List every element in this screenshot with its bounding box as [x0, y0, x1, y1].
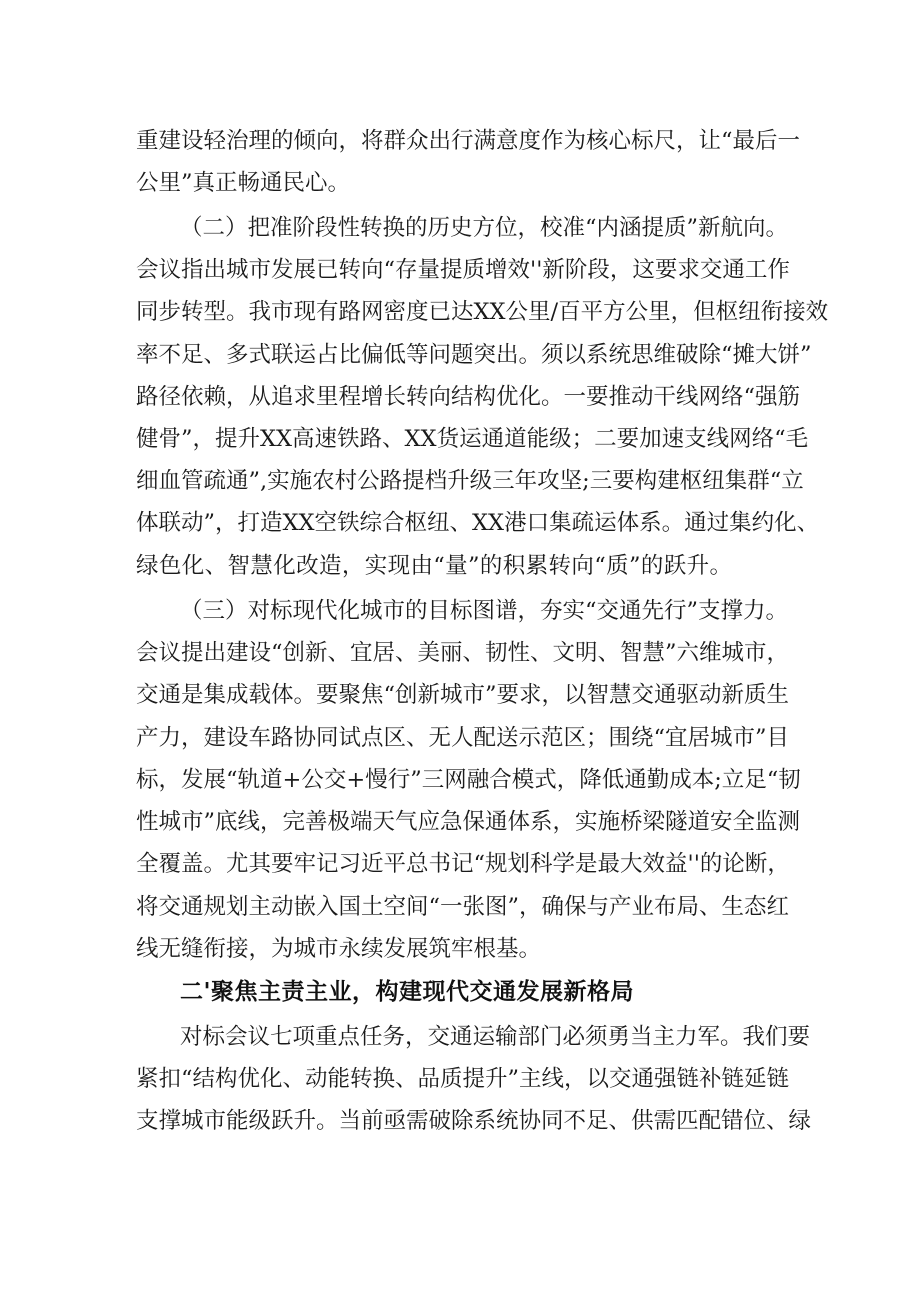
- body-line: 线无缝衔接，为城市永续发展筑牢根基。: [136, 936, 542, 962]
- body-line: 交通是集成载体。要聚焦“创新城市”要求，以智慧交通驱动新质生: [136, 682, 790, 708]
- body-line: 体联动”，打造XX空铁综合枢纽、XX港口集疏运体系。通过集约化、: [136, 510, 820, 536]
- body-line: 率不足、多式联运占比偏低等问题突出。须以系统思维破除“摊大饼”: [136, 342, 812, 368]
- body-line: 会议指出城市发展已转向“存量提质增效''新阶段，这要求交通工作: [136, 257, 790, 283]
- body-line: 紧扣“结构优化、动能转换、品质提升”主线，以交通强链补链延链: [136, 1066, 790, 1092]
- body-line: 标，发展“轨道+公交+慢行”三网融合模式，降低通勤成本;立足“韧: [136, 767, 801, 793]
- body-line: 细血管疏通”,实施农村公路提档升级三年攻坚;三要构建枢纽集群“立: [136, 468, 804, 494]
- section-subheading-line: （二）把准阶段性转换的历史方位，校准“内涵提质”新航向。: [180, 215, 789, 241]
- body-line: 将交通规划主动嵌入国土空间“一张图”，确保与产业布局、生态红: [136, 894, 790, 920]
- body-line: 路径依赖，从追求里程增长转向结构优化。一要推动干线网络“强筋: [136, 384, 801, 410]
- body-line: 对标会议七项重点任务，交通运输部门必须勇当主力军。我们要: [180, 1024, 811, 1050]
- body-line: 公里”真正畅通民心。: [136, 170, 351, 196]
- body-line: 重建设轻治理的倾向，将群众出行满意度作为核心标尺，让“最后一: [136, 128, 801, 154]
- body-line: 会议提出建设“创新、宜居、美丽、韧性、文明、智慧”六维城市，: [136, 640, 790, 666]
- section-heading: 二'聚焦主责主业，构建现代交通发展新格局: [180, 979, 635, 1005]
- body-line: 支撑城市能级跃升。当前亟需破除系统协同不足、供需匹配错位、绿: [136, 1108, 812, 1134]
- section-subheading-line: （三）对标现代化城市的目标图谱，夯实“交通先行”支撑力。: [180, 598, 789, 624]
- body-line: 健骨”，提升XX高速铁路、XX货运通道能级；二要加速支线网络“毛: [136, 426, 809, 452]
- body-line: 性城市”底线，完善极端天气应急保通体系，实施桥梁隧道安全监测: [136, 809, 801, 835]
- body-line: 产力，建设车路协同试点区、无人配送示范区；围绕“宜居城市”目: [136, 725, 790, 751]
- body-line: 全覆盖。尤其要牢记习近平总书记“规划科学是最大效益''的论断，: [136, 851, 790, 877]
- body-line: 绿色化、智慧化改造，实现由“量”的积累转向“质”的跃升。: [136, 553, 732, 579]
- body-line: 同步转型。我市现有路网密度已达XX公里/百平方公里，但枢纽衔接效: [136, 299, 829, 325]
